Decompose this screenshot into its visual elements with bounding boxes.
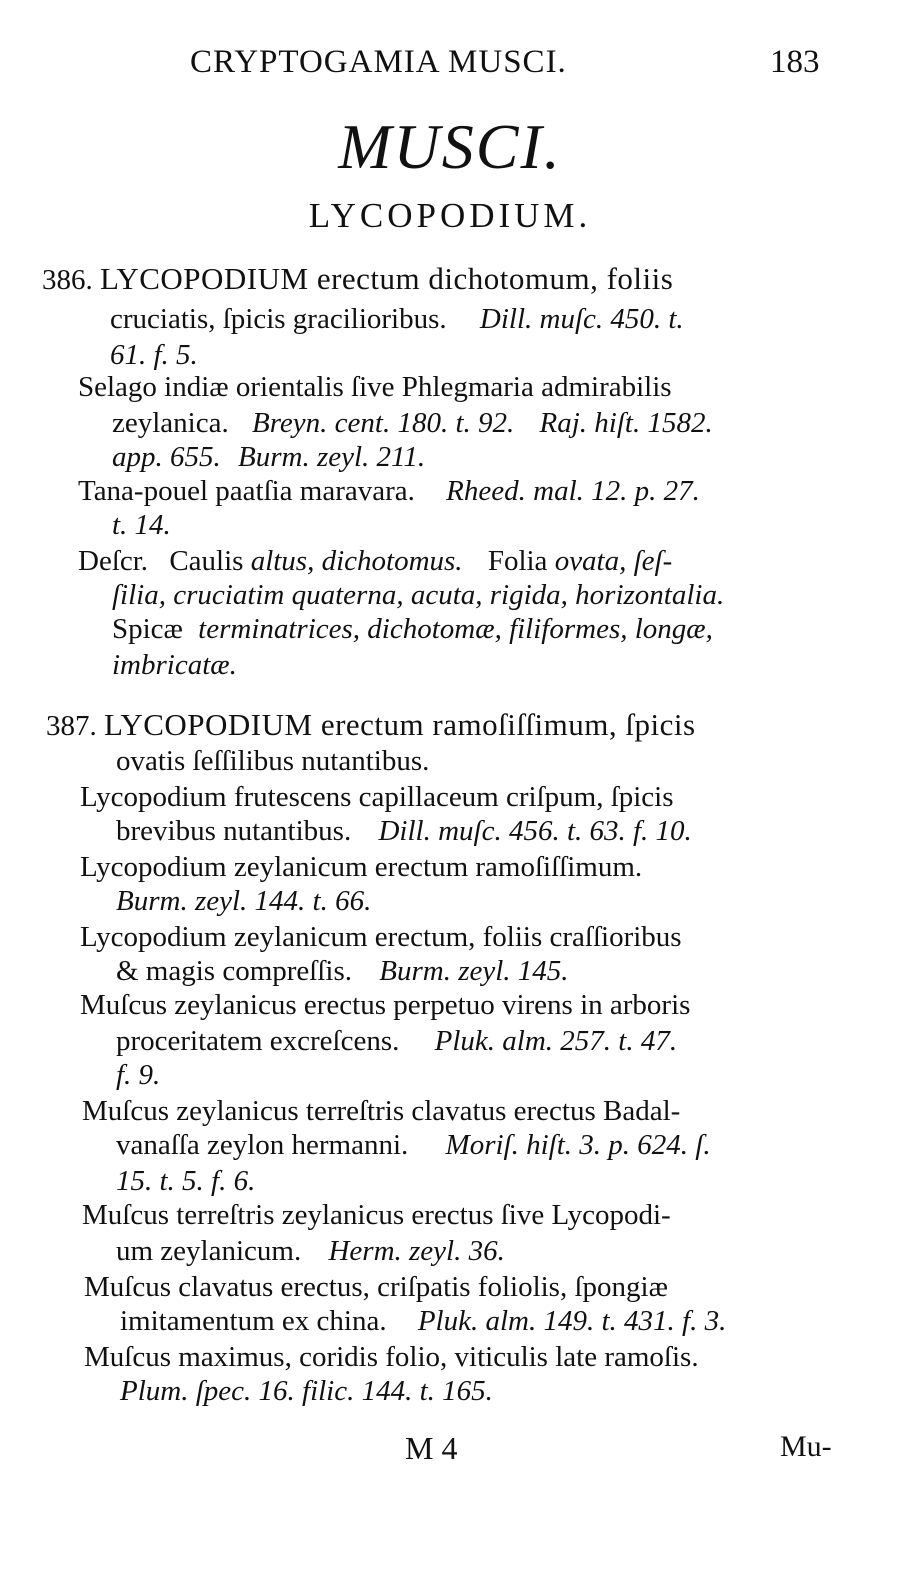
entry-line — [78, 370, 672, 404]
synonym-text: Selago indiæ orientalis ſive Phlegmaria admirabilis — [78, 371, 672, 403]
entry-number: 387. — [46, 710, 97, 742]
entry-name: LYCOPODIUM erectum ramoſiſſimum, ſpicis — [104, 707, 696, 742]
entry-line — [78, 474, 700, 508]
entry-line — [78, 544, 672, 578]
synonym-text: proceritatem excreſcens. — [116, 1025, 400, 1057]
entry-line — [80, 920, 682, 954]
entry-reference: Raj. hiſt. 1582. — [539, 407, 713, 439]
running-title: CRYPTOGAMIA MUSCI. — [190, 44, 567, 80]
description-text: Folia — [487, 545, 548, 577]
synonym-text: zeylanica. — [112, 407, 229, 439]
synonym-text: Tana-pouel paatſia maravara. — [78, 475, 415, 507]
entry-reference: Pluk. alm. 149. t. 431. f. 3. — [417, 1305, 727, 1337]
entry-line — [82, 1094, 680, 1128]
entry-line — [112, 508, 171, 542]
synonym-text: imitamentum ex china. — [120, 1305, 387, 1337]
entry-line — [116, 814, 692, 848]
entry-reference: t. 14. — [112, 509, 171, 541]
entry-name: LYCOPODIUM erectum dichotomum, foliis — [100, 261, 674, 296]
entry-reference: Dill. muſc. 450. t. — [479, 303, 684, 335]
entry-line — [46, 708, 696, 743]
entry-reference: 61. f. 5. — [110, 339, 198, 371]
description-text: terminatrices, dichotomæ, filiformes, longæ, — [198, 613, 713, 645]
entry-line — [116, 1128, 711, 1162]
entry-reference: f. 9. — [116, 1059, 161, 1091]
synonym-text: Lycopodium zeylanicum erectum, foliis craſſioribus — [80, 921, 682, 953]
genus-title: LYCOPODIUM. — [308, 196, 592, 235]
synonym-text: Muſcus zeylanicus erectus perpetuo virens in arboris — [80, 989, 691, 1021]
entry-reference: Burm. zeyl. 144. t. 66. — [116, 885, 372, 917]
description-text: imbricatæ. — [112, 649, 237, 681]
entry-line — [84, 1340, 699, 1374]
description-text: Caulis — [169, 545, 244, 577]
synonym-text: Lycopodium frutescens capillaceum criſpum, ſpicis — [80, 781, 674, 813]
entry-reference: Dill. muſc. 456. t. 63. f. 10. — [378, 815, 692, 847]
description-text: ſilia, cruciatim quaterna, acuta, rigida, horizontalia. — [112, 579, 725, 611]
description-text: ovata, — [554, 545, 627, 577]
entry-reference: Breyn. cent. 180. t. 92. — [251, 407, 515, 439]
entry-line — [112, 648, 237, 682]
synonym-text: Muſcus terreſtris zeylanicus erectus ſive Lycopodi- — [82, 1199, 671, 1231]
description-text: ſeſ- — [633, 545, 673, 577]
entry-line — [42, 262, 673, 297]
synonym-text: um zeylanicum. — [116, 1235, 302, 1267]
entry-line — [120, 1304, 726, 1338]
description-label: Deſcr. — [78, 545, 149, 577]
entry-reference: Moriſ. hiſt. 3. p. 624. ſ. — [445, 1129, 711, 1161]
entry-text: cruciatis, ſpicis gracilioribus. — [110, 303, 447, 335]
synonym-text: vanaſſa zeylon hermanni. — [116, 1129, 409, 1161]
running-head — [0, 44, 900, 94]
entry-reference: Rheed. mal. 12. p. 27. — [446, 475, 700, 507]
entry-reference: Burm. zeyl. 145. — [379, 955, 569, 987]
entry-reference: app. 655. — [112, 441, 221, 473]
description-text: altus, — [250, 545, 315, 577]
entry-line — [116, 1164, 255, 1198]
entry-reference: Herm. zeyl. 36. — [328, 1235, 505, 1267]
entry-line — [110, 338, 198, 372]
entry-line — [120, 1374, 493, 1408]
synonym-text: & magis compreſſis. — [116, 955, 352, 987]
entry-line — [116, 1058, 160, 1092]
entry-line — [116, 744, 429, 778]
class-title: MUSCI. — [338, 111, 562, 182]
entry-reference: Plum. ſpec. 16. filic. 144. t. 165. — [120, 1375, 493, 1407]
entry-line — [80, 988, 690, 1022]
entry-line — [112, 440, 425, 474]
entry-reference: 15. t. 5. f. 6. — [116, 1165, 256, 1197]
entry-line — [112, 612, 713, 646]
entry-line — [116, 884, 371, 918]
synonym-text: Muſcus maximus, coridis folio, viticulis late ramoſis. — [84, 1341, 699, 1373]
synonym-text: Muſcus zeylanicus terreſtris clavatus erectus Badal- — [82, 1095, 681, 1127]
entry-line — [80, 850, 642, 884]
synonym-text: Lycopodium zeylanicum erectum ramoſiſſimum. — [80, 851, 643, 883]
entry-number: 386. — [42, 264, 93, 296]
entry-line — [110, 302, 684, 336]
entry-line — [116, 1234, 505, 1268]
description-text: dichotomus. — [321, 545, 463, 577]
description-text: Spicæ — [112, 613, 183, 645]
page-number: 183 — [770, 44, 820, 80]
entry-line — [112, 578, 724, 612]
catchword: Mu- — [780, 1430, 832, 1463]
page-footer — [0, 1430, 900, 1470]
entry-line — [116, 954, 569, 988]
signature-mark: M 4 — [405, 1430, 458, 1466]
synonym-text: brevibus nutantibus. — [116, 815, 352, 847]
entry-line — [116, 1024, 677, 1058]
entry-line — [84, 1270, 668, 1304]
synonym-text: Muſcus clavatus erectus, criſpatis foliolis, ſpongiæ — [84, 1271, 668, 1303]
entry-text: ovatis ſeſſilibus nutantibus. — [116, 745, 430, 777]
entry-line — [80, 780, 674, 814]
entry-line — [112, 406, 713, 440]
entry-line — [82, 1198, 671, 1232]
entry-reference: Burm. zeyl. 211. — [238, 441, 426, 473]
entry-reference: Pluk. alm. 257. t. 47. — [434, 1025, 678, 1057]
